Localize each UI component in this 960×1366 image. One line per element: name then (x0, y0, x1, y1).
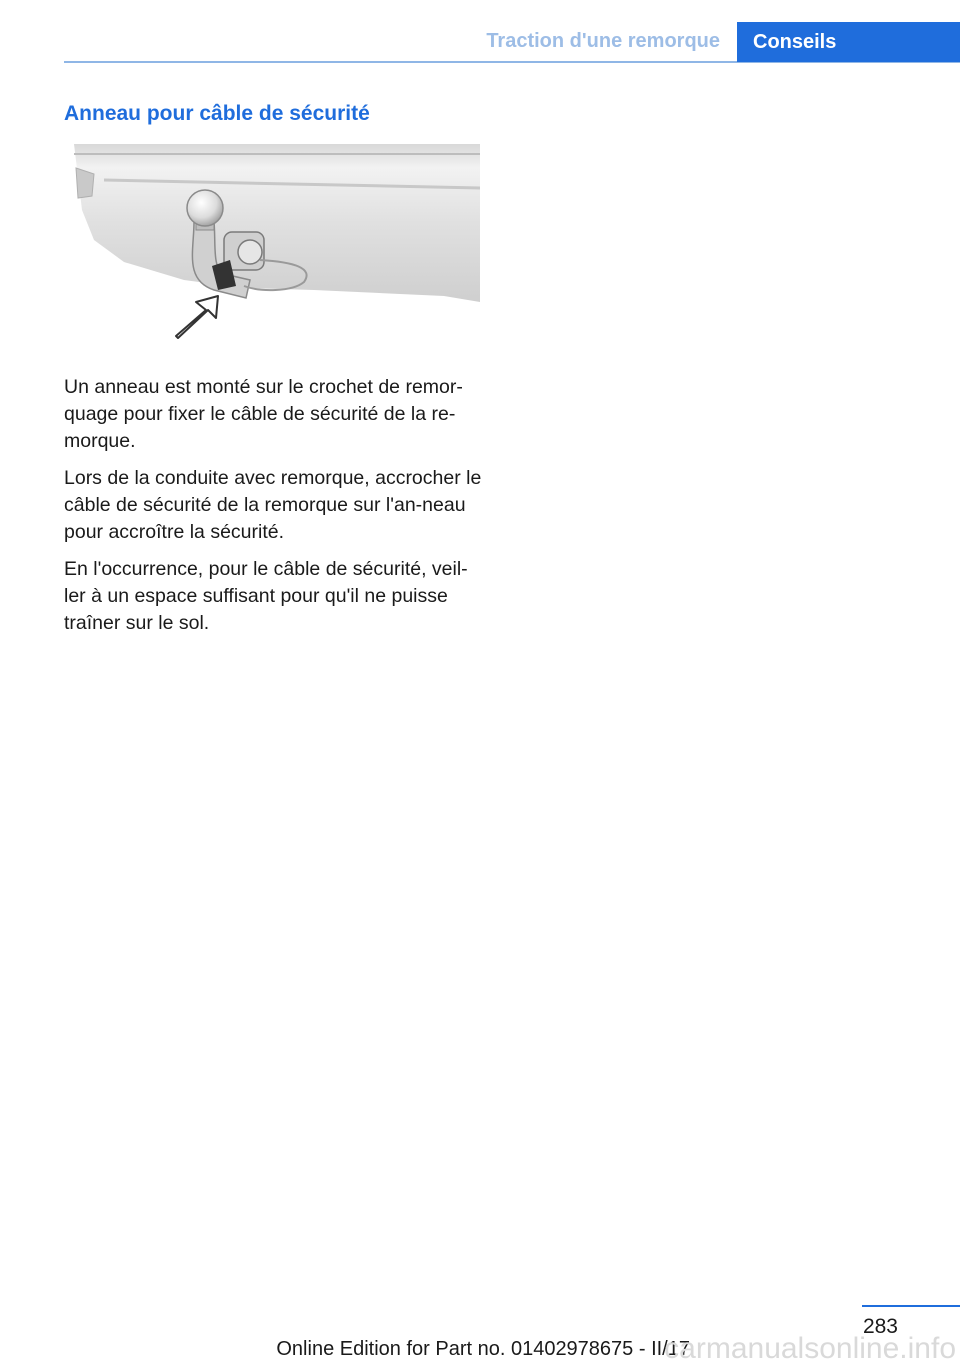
edition-note: Online Edition for Part no. 01402978675 - II/17 (276, 1338, 690, 1360)
paragraph: En l'occurrence, pour le câble de sécurité, veil-ler à un espace suffisant pour qu'il ne puisse traîner sur le sol. (64, 558, 468, 634)
paragraph: Lors de la conduite avec remorque, accrocher le câble de sécurité de la remorque sur l'an-neau pour accroître la sécurité. (64, 467, 482, 543)
header-chapter-tab: Conseils (737, 22, 960, 62)
footer-rule (862, 1305, 960, 1307)
page-number: 283 (862, 1315, 898, 1338)
tow-hitch-with-ring-arrow-illustration (64, 140, 480, 350)
paragraph: Un anneau est monté sur le crochet de remor-quage pour fixer le câble de sécurité de la re-morque. (64, 376, 463, 452)
body-text (64, 374, 484, 647)
header-section-title: Traction d'une remorque (486, 30, 720, 52)
section-heading: Anneau pour câble de sécurité (64, 102, 370, 125)
watermark: carmanualsonline.info (664, 1332, 956, 1365)
